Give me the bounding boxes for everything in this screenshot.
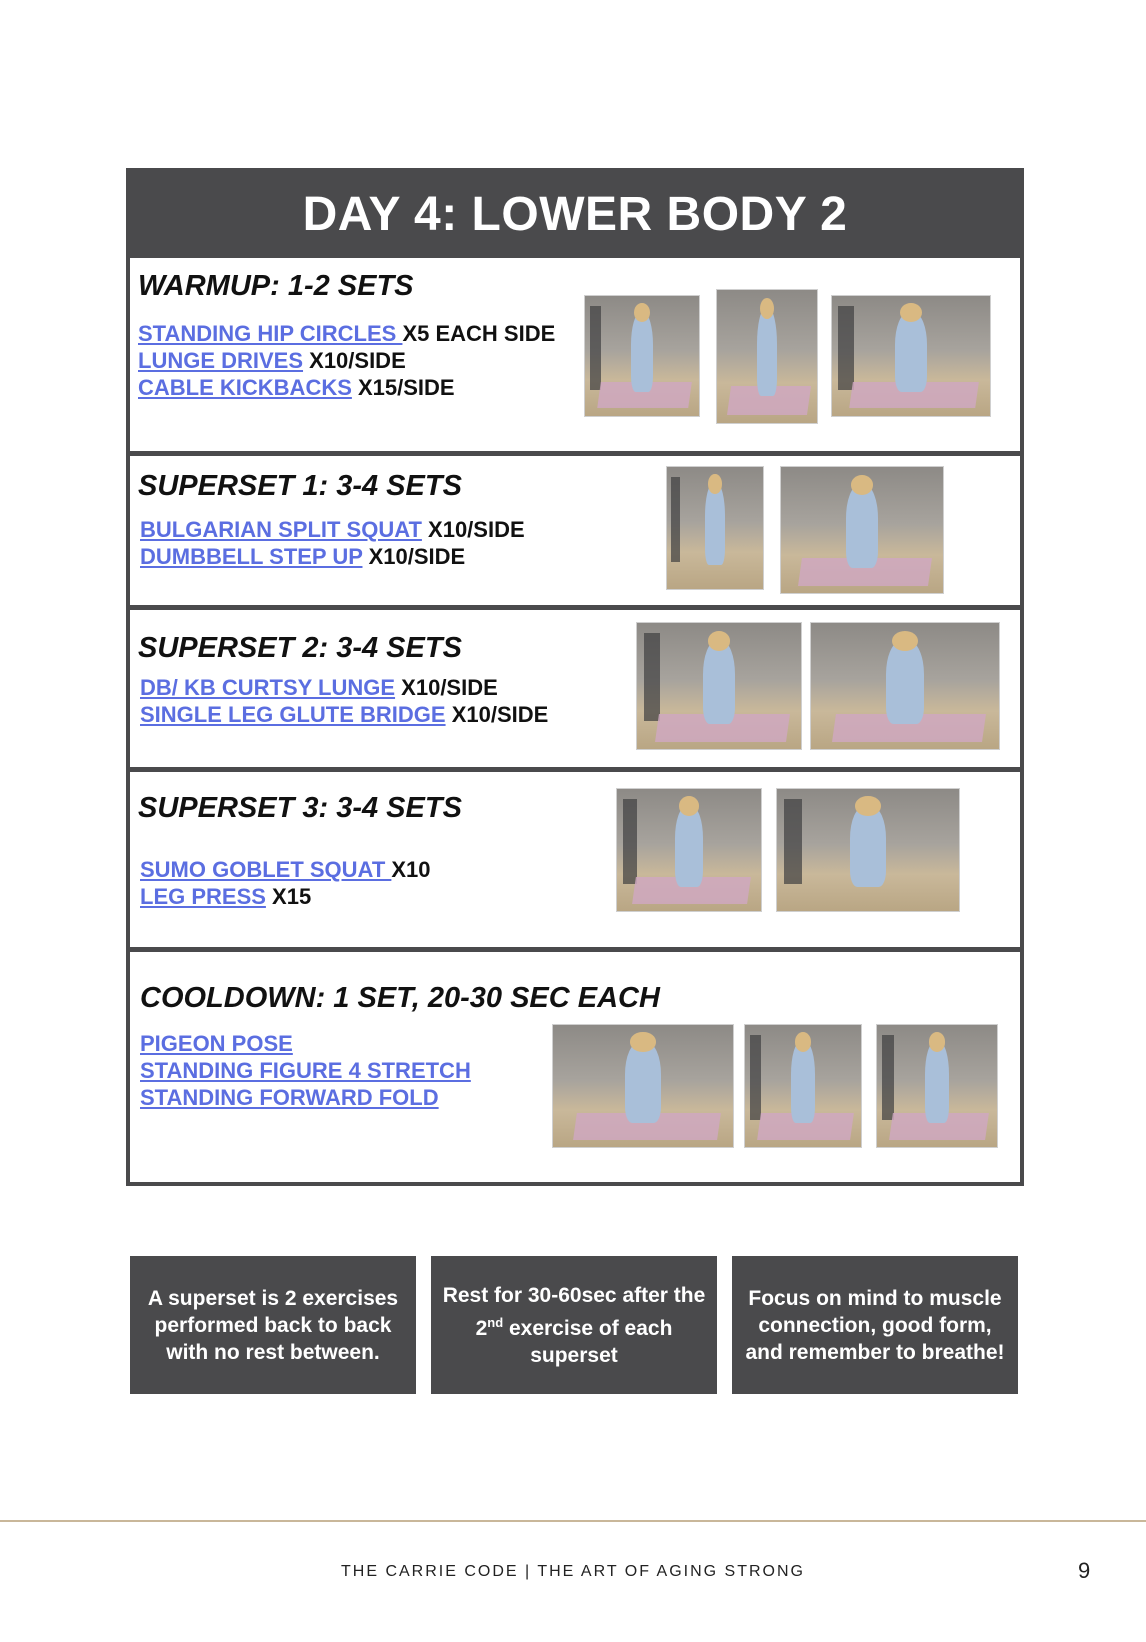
exercise-photo: [552, 1024, 734, 1148]
exercise-photo: [666, 466, 764, 590]
info-text-part: exercise of each superset: [503, 1316, 673, 1367]
section-superset-1: [130, 456, 1020, 610]
exercise-list: [140, 1030, 471, 1111]
exercise-reps: X10/SIDE: [395, 675, 498, 700]
exercise-link-dumbbell-step-up[interactable]: DUMBBELL STEP UP: [140, 544, 363, 569]
exercise-list: [140, 674, 548, 728]
section-title: WARMUP: 1-2 SETS: [138, 270, 414, 302]
section-title: COOLDOWN: 1 SET, 20-30 SEC EACH: [140, 982, 660, 1014]
list-item: [138, 320, 555, 347]
exercise-link-curtsy-lunge[interactable]: DB/ KB CURTSY LUNGE: [140, 675, 396, 700]
exercise-link-pigeon-pose[interactable]: PIGEON POSE: [140, 1031, 293, 1056]
footer-rule: [0, 1520, 1146, 1522]
exercise-reps: X10/SIDE: [421, 517, 525, 542]
exercise-link-lunge-drives[interactable]: LUNGE DRIVES: [138, 348, 304, 373]
section-warmup: [130, 258, 1020, 456]
exercise-list: [140, 516, 525, 570]
section-cooldown: [130, 952, 1020, 1182]
exercise-link-standing-forward-fold[interactable]: STANDING FORWARD FOLD: [140, 1085, 439, 1110]
section-superset-3: [130, 772, 1020, 952]
info-text: [441, 1282, 707, 1369]
section-title: SUPERSET 1: 3-4 SETS: [138, 470, 462, 502]
exercise-link-standing-figure-4-stretch[interactable]: STANDING FIGURE 4 STRETCH: [140, 1058, 471, 1083]
page-title: DAY 4: LOWER BODY 2: [130, 172, 1020, 258]
exercise-photo: [616, 788, 762, 912]
exercise-photo: [776, 788, 960, 912]
info-box-rest: [431, 1256, 717, 1394]
info-box-superset-definition: [130, 1256, 416, 1394]
exercise-link-cable-kickbacks[interactable]: CABLE KICKBACKS: [138, 375, 352, 400]
footer-text: THE CARRIE CODE | THE ART OF AGING STRONG: [341, 1563, 805, 1580]
exercise-link-leg-press[interactable]: LEG PRESS: [140, 884, 266, 909]
list-item: [140, 674, 548, 701]
list-item: [140, 701, 548, 728]
section-title: SUPERSET 2: 3-4 SETS: [138, 632, 462, 664]
exercise-photo: [831, 295, 991, 417]
list-item: [138, 347, 555, 374]
info-box-focus: [732, 1256, 1018, 1394]
list-item: [140, 543, 525, 570]
exercise-reps: X15: [265, 884, 312, 909]
page-number: 9: [1078, 1558, 1091, 1583]
info-text: Focus on mind to muscle connection, good form, and remember to breathe!: [745, 1286, 1005, 1364]
list-item: [140, 1084, 471, 1111]
exercise-photo: [744, 1024, 862, 1148]
info-text: A superset is 2 exercises performed back to back with no rest between.: [147, 1286, 399, 1364]
list-item: [140, 1030, 471, 1057]
exercise-photo: [810, 622, 1000, 750]
workout-card: [126, 168, 1024, 1186]
exercise-photo: [876, 1024, 998, 1148]
exercise-reps: X10/SIDE: [303, 348, 406, 373]
info-text-sup: nd: [487, 1314, 504, 1330]
info-text-part: Rest for 30-60sec after the 2: [442, 1283, 706, 1340]
exercise-reps: X10/SIDE: [362, 544, 466, 569]
list-item: [140, 1057, 471, 1084]
list-item: [140, 856, 431, 883]
exercise-link-bulgarian-split-squat[interactable]: BULGARIAN SPLIT SQUAT: [140, 517, 422, 542]
list-item: [140, 516, 525, 543]
exercise-reps: X5 EACH SIDE: [402, 321, 556, 346]
list-item: [140, 883, 431, 910]
exercise-reps: X10: [391, 857, 431, 882]
exercise-list: [138, 320, 555, 401]
exercise-reps: X15/SIDE: [351, 375, 455, 400]
exercise-photo: [716, 289, 818, 424]
exercise-photo: [584, 295, 700, 417]
exercise-photo: [636, 622, 802, 750]
section-title: SUPERSET 3: 3-4 SETS: [138, 792, 462, 824]
exercise-photo: [780, 466, 944, 594]
exercise-link-single-leg-glute-bridge[interactable]: SINGLE LEG GLUTE BRIDGE: [140, 702, 446, 727]
list-item: [138, 374, 555, 401]
exercise-link-sumo-goblet-squat[interactable]: SUMO GOBLET SQUAT: [140, 857, 392, 882]
section-superset-2: [130, 610, 1020, 772]
exercise-reps: X10/SIDE: [445, 702, 549, 727]
exercise-link-standing-hip-circles[interactable]: STANDING HIP CIRCLES: [138, 321, 403, 346]
exercise-list: [140, 856, 431, 910]
